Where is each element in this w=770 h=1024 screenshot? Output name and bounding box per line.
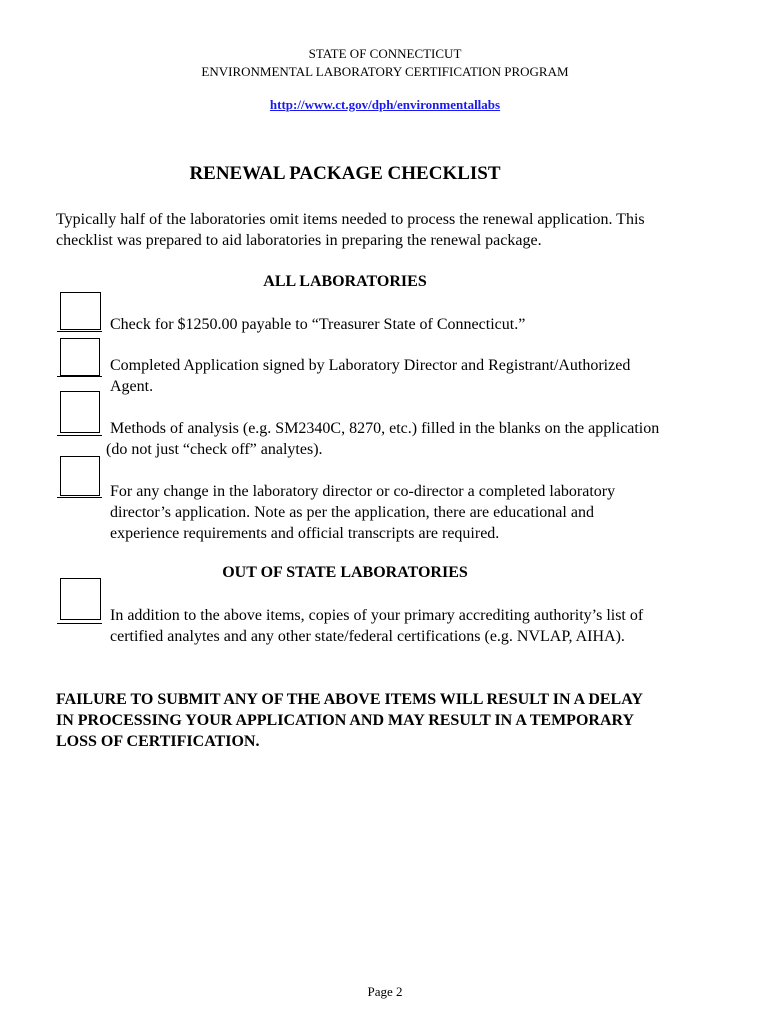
blank-line	[57, 376, 102, 377]
item-text-line: Agent.	[110, 378, 154, 395]
warning-line-3: LOSS OF CERTIFICATION.	[56, 733, 260, 750]
item-text-line: Methods of analysis (e.g. SM2340C, 8270, etc.) filled in the blanks on the application	[110, 420, 660, 437]
item-text-line: (do not just “check off” analytes).	[106, 441, 323, 458]
item-text-line: experience requirements and official transcripts are required.	[110, 525, 500, 542]
blank-line	[57, 435, 102, 436]
header-url-row	[0, 96, 770, 114]
failure-warning	[56, 689, 746, 752]
blank-line	[57, 497, 102, 498]
checkbox-accrediting-authority[interactable]	[60, 578, 101, 620]
checkbox-methods-of-analysis[interactable]	[60, 391, 100, 433]
item-check-payment	[110, 314, 525, 335]
checkbox-director-change[interactable]	[60, 456, 100, 496]
header-state: STATE OF CONNECTICUT	[308, 46, 462, 61]
page-number: Page 2	[367, 984, 403, 999]
blank-line	[57, 331, 102, 332]
item-text-line: Completed Application signed by Laboratory Director and Registrant/Authorized	[110, 357, 631, 374]
page-title: RENEWAL PACKAGE CHECKLIST	[189, 163, 501, 184]
item-text-line: certified analytes and any other state/federal certifications (e.g. NVLAP, AIHA).	[110, 628, 625, 645]
all-labs-heading: ALL LABORATORIES	[263, 273, 427, 290]
item-text-line: In addition to the above items, copies of your primary accrediting authority’s list of	[110, 607, 644, 624]
header-program: ENVIRONMENTAL LABORATORY CERTIFICATION PROGRAM	[201, 64, 569, 79]
checkbox-check-payment[interactable]	[60, 292, 101, 330]
item-text-line: Check for $1250.00 payable to “Treasurer State of Connecticut.”	[110, 316, 526, 333]
item-completed-application	[110, 355, 630, 397]
item-director-change	[110, 481, 615, 544]
checkbox-completed-application[interactable]	[60, 338, 100, 376]
item-text-line: director’s application. Note as per the application, there are educational and	[110, 504, 594, 521]
program-url-link[interactable]: http://www.ct.gov/dph/environmentallabs	[269, 97, 501, 112]
item-accrediting-authority	[110, 605, 643, 647]
intro-line-2: checklist was prepared to aid laboratories in preparing the renewal package.	[56, 232, 542, 249]
blank-line	[57, 623, 102, 624]
out-of-state-heading: OUT OF STATE LABORATORIES	[222, 564, 468, 581]
intro-line-1: Typically half of the laboratories omit items needed to process the renewal application. This	[56, 211, 645, 228]
item-methods-of-analysis	[106, 418, 659, 460]
warning-line-2: IN PROCESSING YOUR APPLICATION AND MAY RESULT IN A TEMPORARY	[56, 712, 635, 729]
item-text-line: For any change in the laboratory director or co-director a completed laboratory	[110, 483, 616, 500]
warning-line-1: FAILURE TO SUBMIT ANY OF THE ABOVE ITEMS WILL RESULT IN A DELAY	[56, 691, 643, 708]
